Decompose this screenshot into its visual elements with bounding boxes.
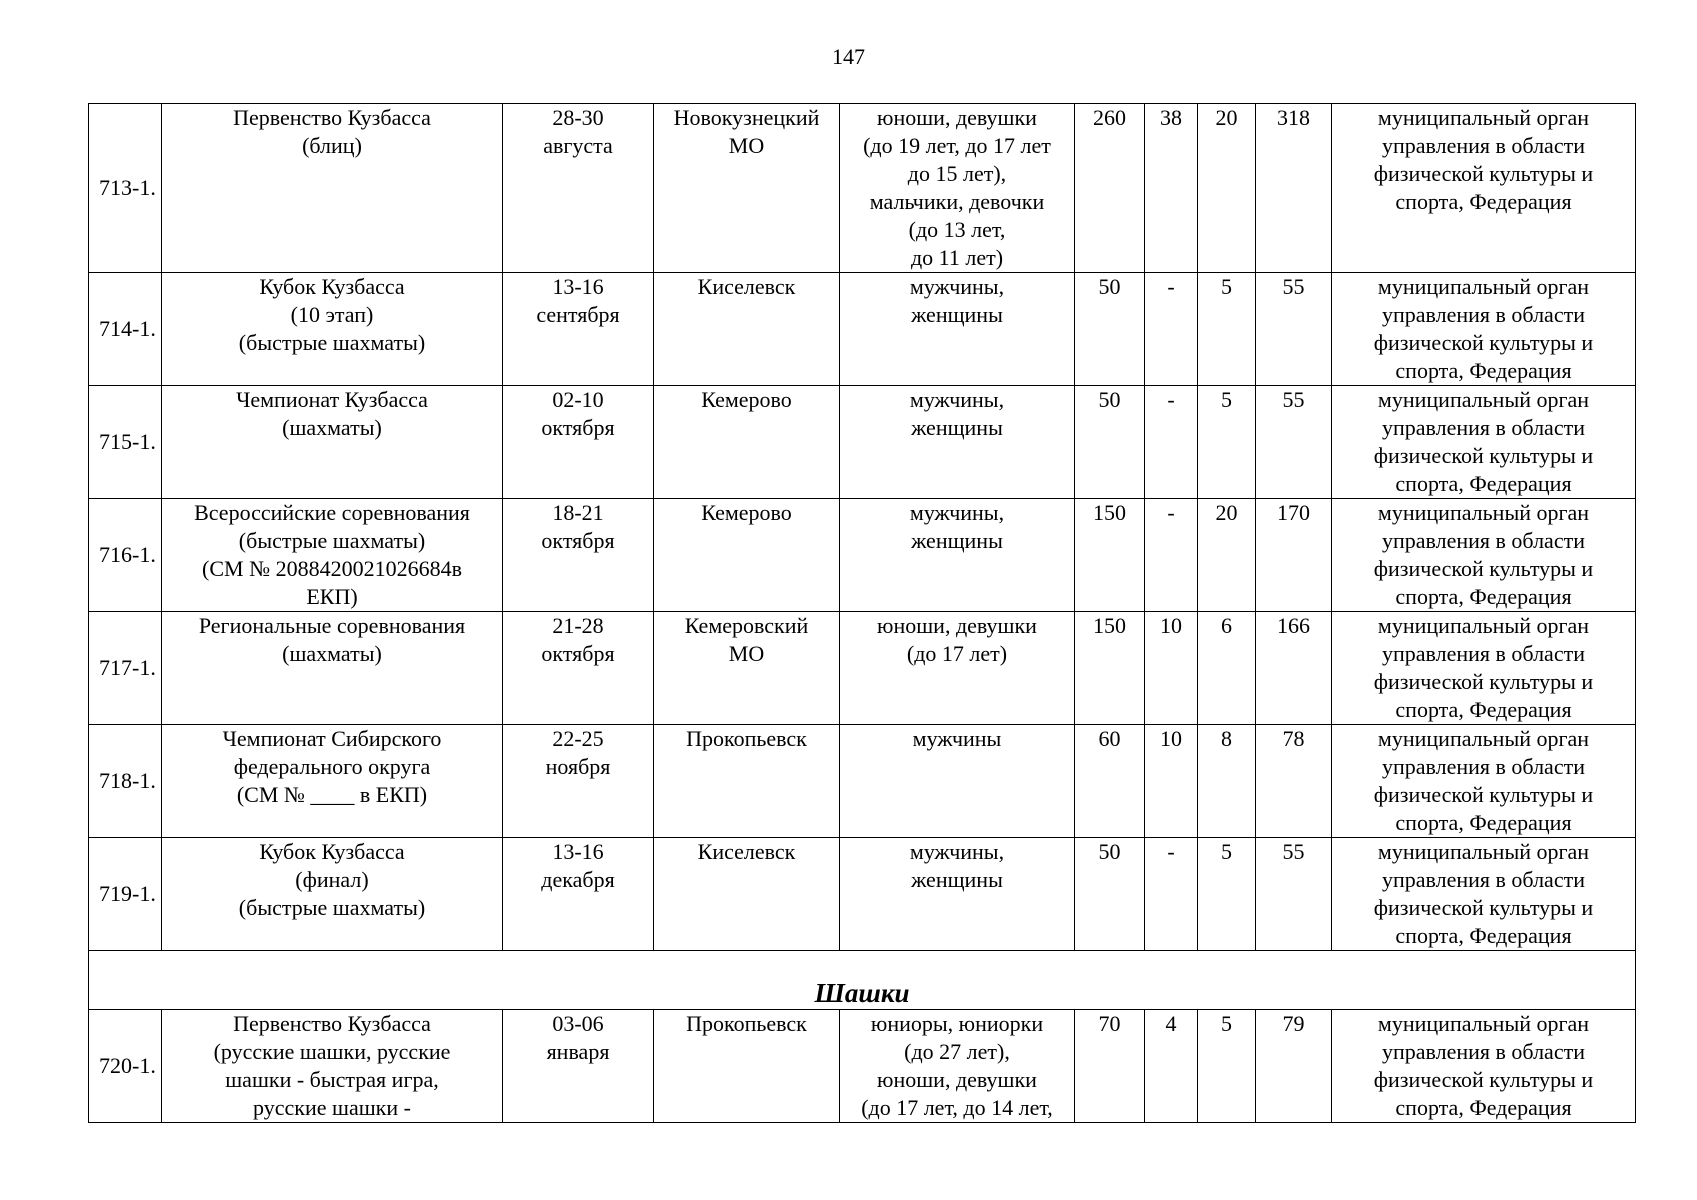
count-col-2-cell: - xyxy=(1145,386,1198,499)
venue-cell: Новокузнецкий МО xyxy=(654,104,840,273)
count-total-cell: 55 xyxy=(1256,386,1332,499)
venue-cell: Кемерово xyxy=(654,499,840,612)
row-number-cell: 719-1. xyxy=(89,838,162,951)
count-col-2-cell: 38 xyxy=(1145,104,1198,273)
organizer-cell: муниципальный орган управления в области физической культуры и спорта, Федерация xyxy=(1332,1010,1636,1123)
dates-cell: 22-25 ноября xyxy=(503,725,654,838)
organizer-cell: муниципальный орган управления в области физической культуры и спорта, Федерация xyxy=(1332,725,1636,838)
organizer-cell: муниципальный орган управления в области физической культуры и спорта, Федерация xyxy=(1332,386,1636,499)
count-total-cell: 55 xyxy=(1256,273,1332,386)
table-row xyxy=(89,612,1636,725)
count-col-1-cell: 50 xyxy=(1075,273,1145,386)
row-number-cell: 720-1. xyxy=(89,1010,162,1123)
count-col-3-cell: 20 xyxy=(1198,499,1256,612)
section-title: Шашки xyxy=(814,978,910,1008)
events-table xyxy=(88,103,1636,1123)
event-name-cell: Кубок Кузбасса (10 этап) (быстрые шахматы) xyxy=(162,273,503,386)
event-name-cell: Региональные соревнования (шахматы) xyxy=(162,612,503,725)
dates-cell: 18-21 октября xyxy=(503,499,654,612)
count-col-1-cell: 50 xyxy=(1075,838,1145,951)
venue-cell: Прокопьевск xyxy=(654,725,840,838)
organizer-cell: муниципальный орган управления в области физической культуры и спорта, Федерация xyxy=(1332,838,1636,951)
table-row xyxy=(89,386,1636,499)
dates-cell: 02-10 октября xyxy=(503,386,654,499)
count-total-cell: 78 xyxy=(1256,725,1332,838)
dates-cell: 13-16 декабря xyxy=(503,838,654,951)
row-number-cell: 717-1. xyxy=(89,612,162,725)
count-total-cell: 166 xyxy=(1256,612,1332,725)
table-row xyxy=(89,499,1636,612)
dates-cell: 13-16 сентября xyxy=(503,273,654,386)
count-col-3-cell: 8 xyxy=(1198,725,1256,838)
row-number-cell: 714-1. xyxy=(89,273,162,386)
venue-cell: Киселевск xyxy=(654,273,840,386)
table-row xyxy=(89,725,1636,838)
participants-cell: юноши, девушки (до 19 лет, до 17 лет до 15 лет), мальчики, девочки (до 13 лет, до 11 лет) xyxy=(840,104,1075,273)
count-total-cell: 318 xyxy=(1256,104,1332,273)
count-total-cell: 79 xyxy=(1256,1010,1332,1123)
count-col-1-cell: 150 xyxy=(1075,612,1145,725)
section-header-row xyxy=(89,951,1636,1010)
venue-cell: Прокопьевск xyxy=(654,1010,840,1123)
event-name-cell: Первенство Кузбасса (русские шашки, русские шашки - быстрая игра, русские шашки - xyxy=(162,1010,503,1123)
participants-cell: мужчины, женщины xyxy=(840,499,1075,612)
organizer-cell: муниципальный орган управления в области физической культуры и спорта, Федерация xyxy=(1332,273,1636,386)
event-name-cell: Чемпионат Кузбасса (шахматы) xyxy=(162,386,503,499)
row-number-cell: 716-1. xyxy=(89,499,162,612)
event-name-cell: Чемпионат Сибирского федерального округа (СМ № ____ в ЕКП) xyxy=(162,725,503,838)
row-number-cell: 713-1. xyxy=(89,104,162,273)
count-col-1-cell: 50 xyxy=(1075,386,1145,499)
count-col-2-cell: 10 xyxy=(1145,725,1198,838)
count-col-3-cell: 5 xyxy=(1198,386,1256,499)
participants-cell: юноши, девушки (до 17 лет) xyxy=(840,612,1075,725)
table-row xyxy=(89,104,1636,273)
count-total-cell: 55 xyxy=(1256,838,1332,951)
venue-cell: Киселевск xyxy=(654,838,840,951)
count-col-3-cell: 5 xyxy=(1198,273,1256,386)
count-col-1-cell: 60 xyxy=(1075,725,1145,838)
page-number: 147 xyxy=(832,44,865,69)
table-row xyxy=(89,1010,1636,1123)
event-name-cell: Кубок Кузбасса (финал) (быстрые шахматы) xyxy=(162,838,503,951)
count-col-1-cell: 260 xyxy=(1075,104,1145,273)
event-name-cell: Первенство Кузбасса (блиц) xyxy=(162,104,503,273)
count-col-3-cell: 20 xyxy=(1198,104,1256,273)
dates-cell: 28-30 августа xyxy=(503,104,654,273)
venue-cell: Кемерово xyxy=(654,386,840,499)
organizer-cell: муниципальный орган управления в области физической культуры и спорта, Федерация xyxy=(1332,104,1636,273)
event-name-cell: Всероссийские соревнования (быстрые шахматы) (СМ № 2088420021026684в ЕКП) xyxy=(162,499,503,612)
count-col-2-cell: - xyxy=(1145,499,1198,612)
count-col-2-cell: - xyxy=(1145,273,1198,386)
count-col-2-cell: - xyxy=(1145,838,1198,951)
venue-cell: Кемеровский МО xyxy=(654,612,840,725)
table-row xyxy=(89,838,1636,951)
participants-cell: юниоры, юниорки (до 27 лет), юноши, девушки (до 17 лет, до 14 лет, xyxy=(840,1010,1075,1123)
organizer-cell: муниципальный орган управления в области физической культуры и спорта, Федерация xyxy=(1332,612,1636,725)
count-col-2-cell: 10 xyxy=(1145,612,1198,725)
count-col-2-cell: 4 xyxy=(1145,1010,1198,1123)
participants-cell: мужчины xyxy=(840,725,1075,838)
participants-cell: мужчины, женщины xyxy=(840,273,1075,386)
section-title-cell xyxy=(89,951,1636,1010)
participants-cell: мужчины, женщины xyxy=(840,838,1075,951)
count-col-3-cell: 5 xyxy=(1198,1010,1256,1123)
count-col-3-cell: 6 xyxy=(1198,612,1256,725)
row-number-cell: 718-1. xyxy=(89,725,162,838)
count-col-3-cell: 5 xyxy=(1198,838,1256,951)
table-row xyxy=(89,273,1636,386)
dates-cell: 03-06 января xyxy=(503,1010,654,1123)
table-body xyxy=(89,104,1636,1123)
row-number-cell: 715-1. xyxy=(89,386,162,499)
count-col-1-cell: 150 xyxy=(1075,499,1145,612)
dates-cell: 21-28 октября xyxy=(503,612,654,725)
count-total-cell: 170 xyxy=(1256,499,1332,612)
organizer-cell: муниципальный орган управления в области физической культуры и спорта, Федерация xyxy=(1332,499,1636,612)
count-col-1-cell: 70 xyxy=(1075,1010,1145,1123)
participants-cell: мужчины, женщины xyxy=(840,386,1075,499)
